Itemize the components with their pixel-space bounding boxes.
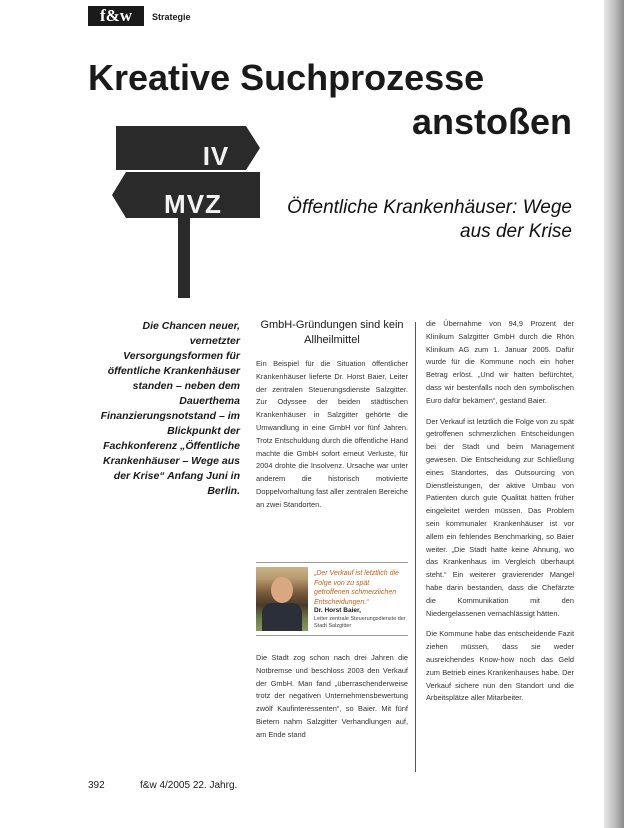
- headline-line-1: Kreative Suchprozesse: [88, 57, 485, 98]
- portrait-photo: [256, 567, 308, 631]
- body-paragraph: die Übernahme von 94,9 Prozent der Klinikum Salzgitter GmbH durch die Rhön Klinikum AG zum 1. Januar 2005. Dafür wurde für die Kommune noch ein hoher Betrag erlöst. „Und wir hatten befürchtet, dass wir bestenfalls noch den symbolischen Euro dafür bekämen“, gestand Baier.: [426, 319, 574, 405]
- quote-text: „Der Verkauf ist letztlich die Folge von zu spät getroffenen schmerzlichen Entscheidungen.“: [314, 570, 399, 606]
- text-column-right: [426, 318, 574, 713]
- quote-author-role: Leiter zentrale Steuerungsdienste der Stadt Salzgitter: [314, 616, 406, 629]
- page-binding-shadow: [604, 0, 624, 828]
- body-paragraph: Ein Beispiel für die Situation öffentlicher Krankenhäuser lieferte Dr. Horst Baier, Leiter der zentralen Steuerungsdienste Salzgitter. Zur Odyssee der beiden städtischen Krankenhäuser in Salzgitter gehörte die Umwandlung in eine GmbH vor fünf Jahren. Trotz Entschuldung durch die öffentliche Hand machte die GmbH sofort erneut Verluste, für 2004 drohte die Insolvenz. Ursache war unter anderem die historisch motivierte Doppelvorhaltung fast aller zentralen Bereiche an zwei Standorten.: [256, 359, 408, 509]
- section-label: Strategie: [152, 12, 191, 22]
- text-column-middle-continued: [256, 652, 408, 742]
- sign-label-mvz: MVZ: [164, 189, 222, 219]
- portrait-suit: [262, 603, 302, 631]
- subsection-heading: GmbH-Gründungen sind kein Allheilmittel: [260, 319, 404, 346]
- headline-line-2: anstoßen: [411, 101, 572, 142]
- quote-author-name: Dr. Horst Baier,: [314, 607, 361, 614]
- magazine-issue: f&w 4/2005 22. Jahrg.: [140, 780, 238, 791]
- body-paragraph: Die Stadt zog schon nach drei Jahren die Notbremse und beschloss 2003 den Verkauf der GmbH. Man fand „überraschenderweise trotz der negativen Unternehmensbewertung zwölf Kaufinteressenten“, so Baier. Mit fünf Bietern nahm Salzgitter Verhandlungen auf, am Ende stand: [256, 653, 408, 739]
- pull-quote: [256, 562, 408, 636]
- portrait-face: [271, 577, 293, 603]
- article-subheadline: Öffentliche Krankenhäuser: Wege aus der Krise: [287, 197, 572, 242]
- column-divider: [415, 322, 416, 772]
- sign-label-iv: IV: [202, 141, 230, 171]
- article-lede: Die Chancen neuer, vernetzter Versorgungsformen für öffentliche Krankenhäuser standen – neben dem Dauerthema Finanzierungsnotstand – im Blickpunkt der Fachkonferenz „Öffentliche Krankenhäuser – Wege aus der Krise“ Anfang Juni in Berlin.: [100, 320, 240, 497]
- body-paragraph: Die Kommune habe das entscheidende Fazit ziehen müssen, dass sie weder ausreichendes Know-how noch das Geld zum Betrieb eines Krankenhauses habe. Der Verkauf sichere nun den Standort und die Arbeitsplätze aller Mitarbeiter.: [426, 629, 574, 703]
- text-column-middle: [256, 318, 408, 512]
- page-number: 392: [88, 780, 105, 791]
- magazine-logo: f&w: [88, 6, 144, 26]
- body-paragraph: Der Verkauf ist letztlich die Folge von zu spät getroffenen schmerzlichen Entscheidungen bei der Stadt und beim Management gewesen. Die Entscheidung zur Schließung eines Standortes, das Outsourcing von Dienstleistungen, der aktive Umbau von Patienten durch gute Qualität hätten früher eingeleitet werden müssen. Das Problem sein kommunaler Krankenhäuser ist vor allem ein fehlendes Benchmarking, so Baier weiter. „Die Stadt hatte keine Ahnung, wo das Krankenhaus im Vergleich überhaupt steht.“ Ein weiterer gravierender Mangel habe darin bestanden, dass die Chefärzte die Kommunikation mit den Niedergelassenen vernachlässigt hätten.: [426, 416, 574, 618]
